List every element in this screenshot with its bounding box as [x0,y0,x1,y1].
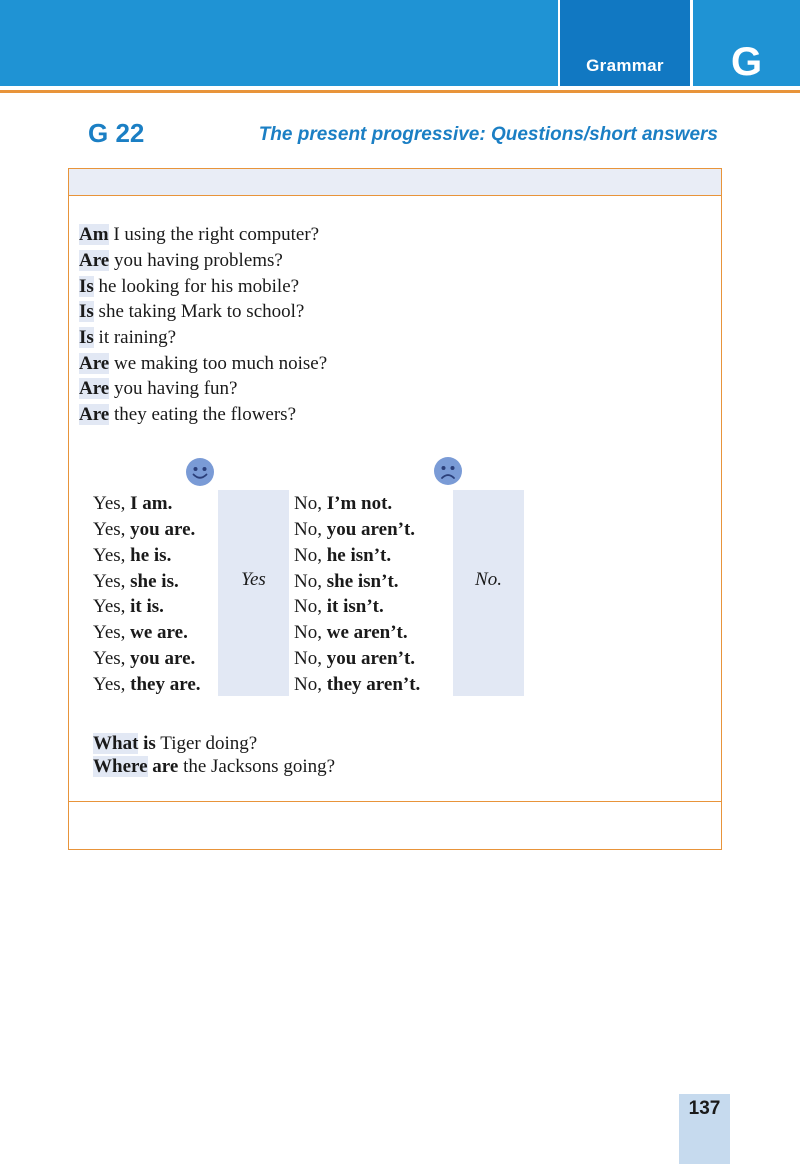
yes-answer [93,620,188,646]
yes-answer [93,543,171,569]
question-rest: we making too much noise? [109,353,328,374]
wh-word: Where [93,756,148,777]
no-answer [294,569,399,595]
unit-code: G 22 [88,118,145,148]
answer-form: it isn’t. [326,596,384,617]
answer-word: No, [294,622,327,643]
answer-word: Yes, [93,622,131,643]
question-rest: he looking for his mobile? [93,276,300,297]
question-aux: Am [79,224,109,245]
section-letter-tab[interactable] [693,0,800,86]
yes-answer [93,491,172,517]
no-column [453,490,524,696]
answer-form: they are. [130,674,201,695]
page-number: 137 [688,1098,721,1119]
box-bottom-strip [69,801,721,849]
question-rest: they eating the flowers? [109,404,297,425]
yes-answer [93,517,195,543]
answer-form: she is. [130,571,179,592]
wh-word: What [93,733,139,754]
answer-word: Yes, [93,596,131,617]
grammar-box [68,168,722,850]
answer-word: Yes, [93,545,131,566]
answer-form: I am. [130,493,173,514]
question-aux: Is [79,301,94,322]
no-answer [294,594,384,620]
no-answer [294,672,420,698]
answer-word: No, [294,493,327,514]
wh-rest: the Jacksons going? [178,756,336,777]
answer-form: you aren’t. [326,648,416,669]
no-answer [294,646,415,672]
header-rule [0,90,800,93]
page-number-tab [679,1094,730,1164]
question-line [79,222,319,248]
answer-form: I’m not. [326,493,393,514]
answer-form: she isn’t. [326,571,399,592]
answer-word: No, [294,571,327,592]
question-line [79,376,237,402]
question-aux: Are [79,353,110,374]
section-tab-label: Grammar [586,56,664,75]
no-answer [294,491,392,517]
box-top-strip [69,169,721,196]
question-line [79,299,304,325]
question-aux: Is [79,276,94,297]
tab-divider [558,0,560,86]
yes-answer [93,672,201,698]
wh-question-line [93,755,335,778]
wh-aux: is [138,733,156,754]
unit-title: The present progressive: Questions/short answers [258,124,718,145]
answer-form: you are. [130,519,196,540]
question-line [79,274,299,300]
wh-rest: Tiger doing? [155,733,258,754]
answer-word: Yes, [93,648,131,669]
answer-word: No, [294,519,327,540]
no-answer [294,620,408,646]
question-line [79,248,283,274]
no-column-label: No. [475,569,502,590]
answer-form: they aren’t. [326,674,421,695]
no-answer [294,543,391,569]
frowning-face-icon [434,457,462,485]
smiley-face-icon [186,458,214,486]
answer-form: it is. [130,596,164,617]
question-aux: Are [79,378,110,399]
answer-form: we aren’t. [326,622,408,643]
answer-word: No, [294,674,327,695]
wh-aux: are [147,756,179,777]
wh-question-line [93,732,257,755]
answer-word: No, [294,596,327,617]
question-aux: Are [79,250,110,271]
answer-word: No, [294,648,327,669]
question-rest: you having fun? [109,378,238,399]
yes-column [218,490,289,696]
yes-answer [93,594,164,620]
answer-form: we are. [130,622,188,643]
yes-answer [93,646,195,672]
answer-word: Yes, [93,571,131,592]
answer-word: No, [294,545,327,566]
answer-form: you are. [130,648,196,669]
yes-answer [93,569,179,595]
question-line [79,325,176,351]
answer-word: Yes, [93,674,131,695]
question-rest: it raining? [93,327,177,348]
answer-word: Yes, [93,519,131,540]
question-line [79,351,327,377]
section-tab[interactable] [560,0,690,86]
question-rest: she taking Mark to school? [93,301,305,322]
answer-form: you aren’t. [326,519,416,540]
question-line [79,402,296,428]
answer-form: he is. [130,545,172,566]
question-aux: Are [79,404,110,425]
question-rest: you having problems? [109,250,283,271]
question-rest: I using the right computer? [108,224,320,245]
section-letter: G [730,40,763,84]
answer-word: Yes, [93,493,131,514]
no-answer [294,517,415,543]
question-aux: Is [79,327,94,348]
answer-form: he isn’t. [326,545,392,566]
yes-column-label: Yes [241,569,266,590]
